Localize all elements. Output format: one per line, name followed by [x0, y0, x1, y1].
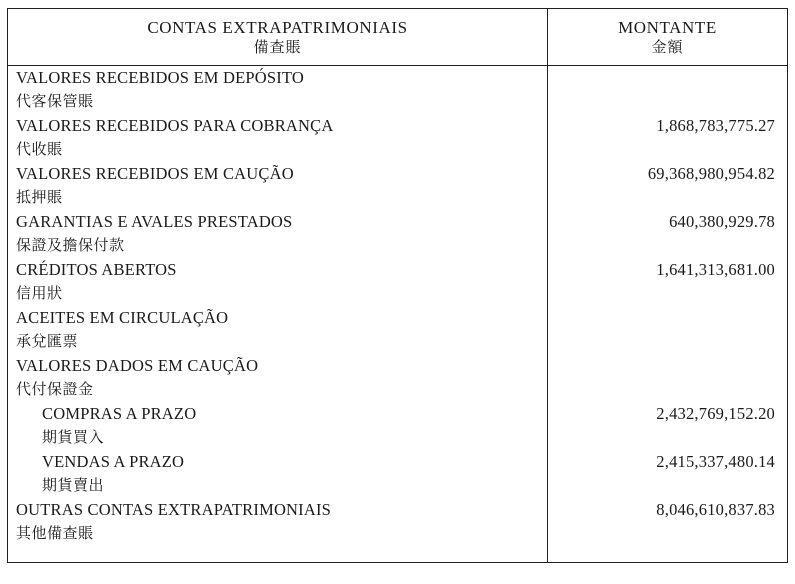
row-description: [8, 354, 548, 402]
table-row: [8, 402, 788, 450]
row-amount-spacer: [548, 66, 775, 90]
row-description: [8, 402, 548, 450]
row-label-pt: OUTRAS CONTAS EXTRAPATRIMONIAIS: [16, 500, 332, 520]
row-bottom-spacer: [548, 546, 775, 562]
row-description: [8, 306, 548, 354]
extrapatrimonial-accounts-table: [7, 8, 788, 563]
row-label-pt: VALORES RECEBIDOS PARA COBRANÇA: [16, 116, 334, 136]
table-row: [8, 114, 788, 162]
row-amount-value: 8,046,610,837.83: [656, 500, 775, 520]
row-amount: [548, 66, 788, 115]
row-amount-value: 69,368,980,954.82: [647, 164, 775, 184]
row-amount-value: 2,415,337,480.14: [656, 452, 775, 472]
row-amount-spacer: [548, 522, 775, 546]
row-label-pt: VALORES RECEBIDOS EM CAUÇÃO: [16, 164, 294, 184]
row-label-zh: 期貨賣出: [42, 478, 105, 495]
row-label-zh: 承兌匯票: [16, 334, 79, 351]
header-description: [8, 9, 548, 66]
row-label-pt: VENDAS A PRAZO: [42, 452, 185, 472]
table-row: [8, 498, 788, 563]
row-label-zh: 代收賬: [16, 142, 63, 159]
row-amount: [548, 114, 788, 162]
row-amount-value: 2,432,769,152.20: [656, 404, 775, 424]
table-row: [8, 354, 788, 402]
row-amount-value: 1,868,783,775.27: [656, 116, 775, 136]
row-description: [8, 258, 548, 306]
row-label-pt: VALORES DADOS EM CAUÇÃO: [16, 356, 259, 376]
row-amount-spacer: [548, 282, 775, 306]
row-description: [8, 162, 548, 210]
table-row: [8, 450, 788, 498]
row-amount-value: 1,641,313,681.00: [656, 260, 775, 280]
table-row: [8, 258, 788, 306]
row-bottom-spacer: [16, 546, 547, 562]
table-row: [8, 162, 788, 210]
header-description-pt: CONTAS EXTRAPATRIMONIAIS: [147, 18, 408, 37]
row-amount-spacer: [548, 234, 775, 258]
row-amount-spacer: [548, 186, 775, 210]
row-description: [8, 210, 548, 258]
table-header: [8, 9, 788, 66]
table-row: [8, 66, 788, 115]
table-body: [8, 66, 788, 563]
row-label-zh: 代客保管賬: [16, 94, 94, 111]
row-amount: [548, 258, 788, 306]
header-amount: [548, 9, 788, 66]
row-amount: [548, 450, 788, 498]
table-row: [8, 306, 788, 354]
row-amount-value: 640,380,929.78: [669, 212, 775, 232]
row-label-zh: 抵押賬: [16, 190, 63, 207]
row-amount-spacer: [548, 474, 775, 498]
row-amount: [548, 210, 788, 258]
row-amount-spacer: [548, 138, 775, 162]
row-amount: [548, 498, 788, 563]
table-row: [8, 210, 788, 258]
row-label-zh: 信用狀: [16, 286, 63, 303]
row-label-pt: ACEITES EM CIRCULAÇÃO: [16, 308, 229, 328]
row-label-zh: 期貨買入: [42, 430, 105, 447]
row-label-pt: COMPRAS A PRAZO: [42, 404, 197, 424]
row-label-pt: GARANTIAS E AVALES PRESTADOS: [16, 212, 293, 232]
row-amount: [548, 354, 788, 402]
row-description: [8, 498, 548, 563]
row-label-pt: CRÉDITOS ABERTOS: [16, 260, 177, 280]
header-amount-pt: MONTANTE: [618, 18, 717, 37]
row-description: [8, 66, 548, 115]
row-label-zh: 代付保證金: [16, 382, 94, 399]
row-label-zh: 其他備查賬: [16, 526, 94, 543]
row-description: [8, 450, 548, 498]
row-description: [8, 114, 548, 162]
header-amount-zh: 金額: [651, 39, 684, 56]
row-amount-spacer: [548, 354, 775, 378]
row-amount-spacer: [548, 306, 775, 330]
row-amount: [548, 306, 788, 354]
row-amount-spacer: [548, 426, 775, 450]
row-amount: [548, 402, 788, 450]
row-label-pt: VALORES RECEBIDOS EM DEPÓSITO: [16, 68, 305, 88]
row-label-zh: 保證及擔保付款: [16, 238, 125, 255]
header-description-zh: 備查賬: [253, 39, 302, 56]
table-header-row: [8, 9, 788, 66]
row-amount: [548, 162, 788, 210]
